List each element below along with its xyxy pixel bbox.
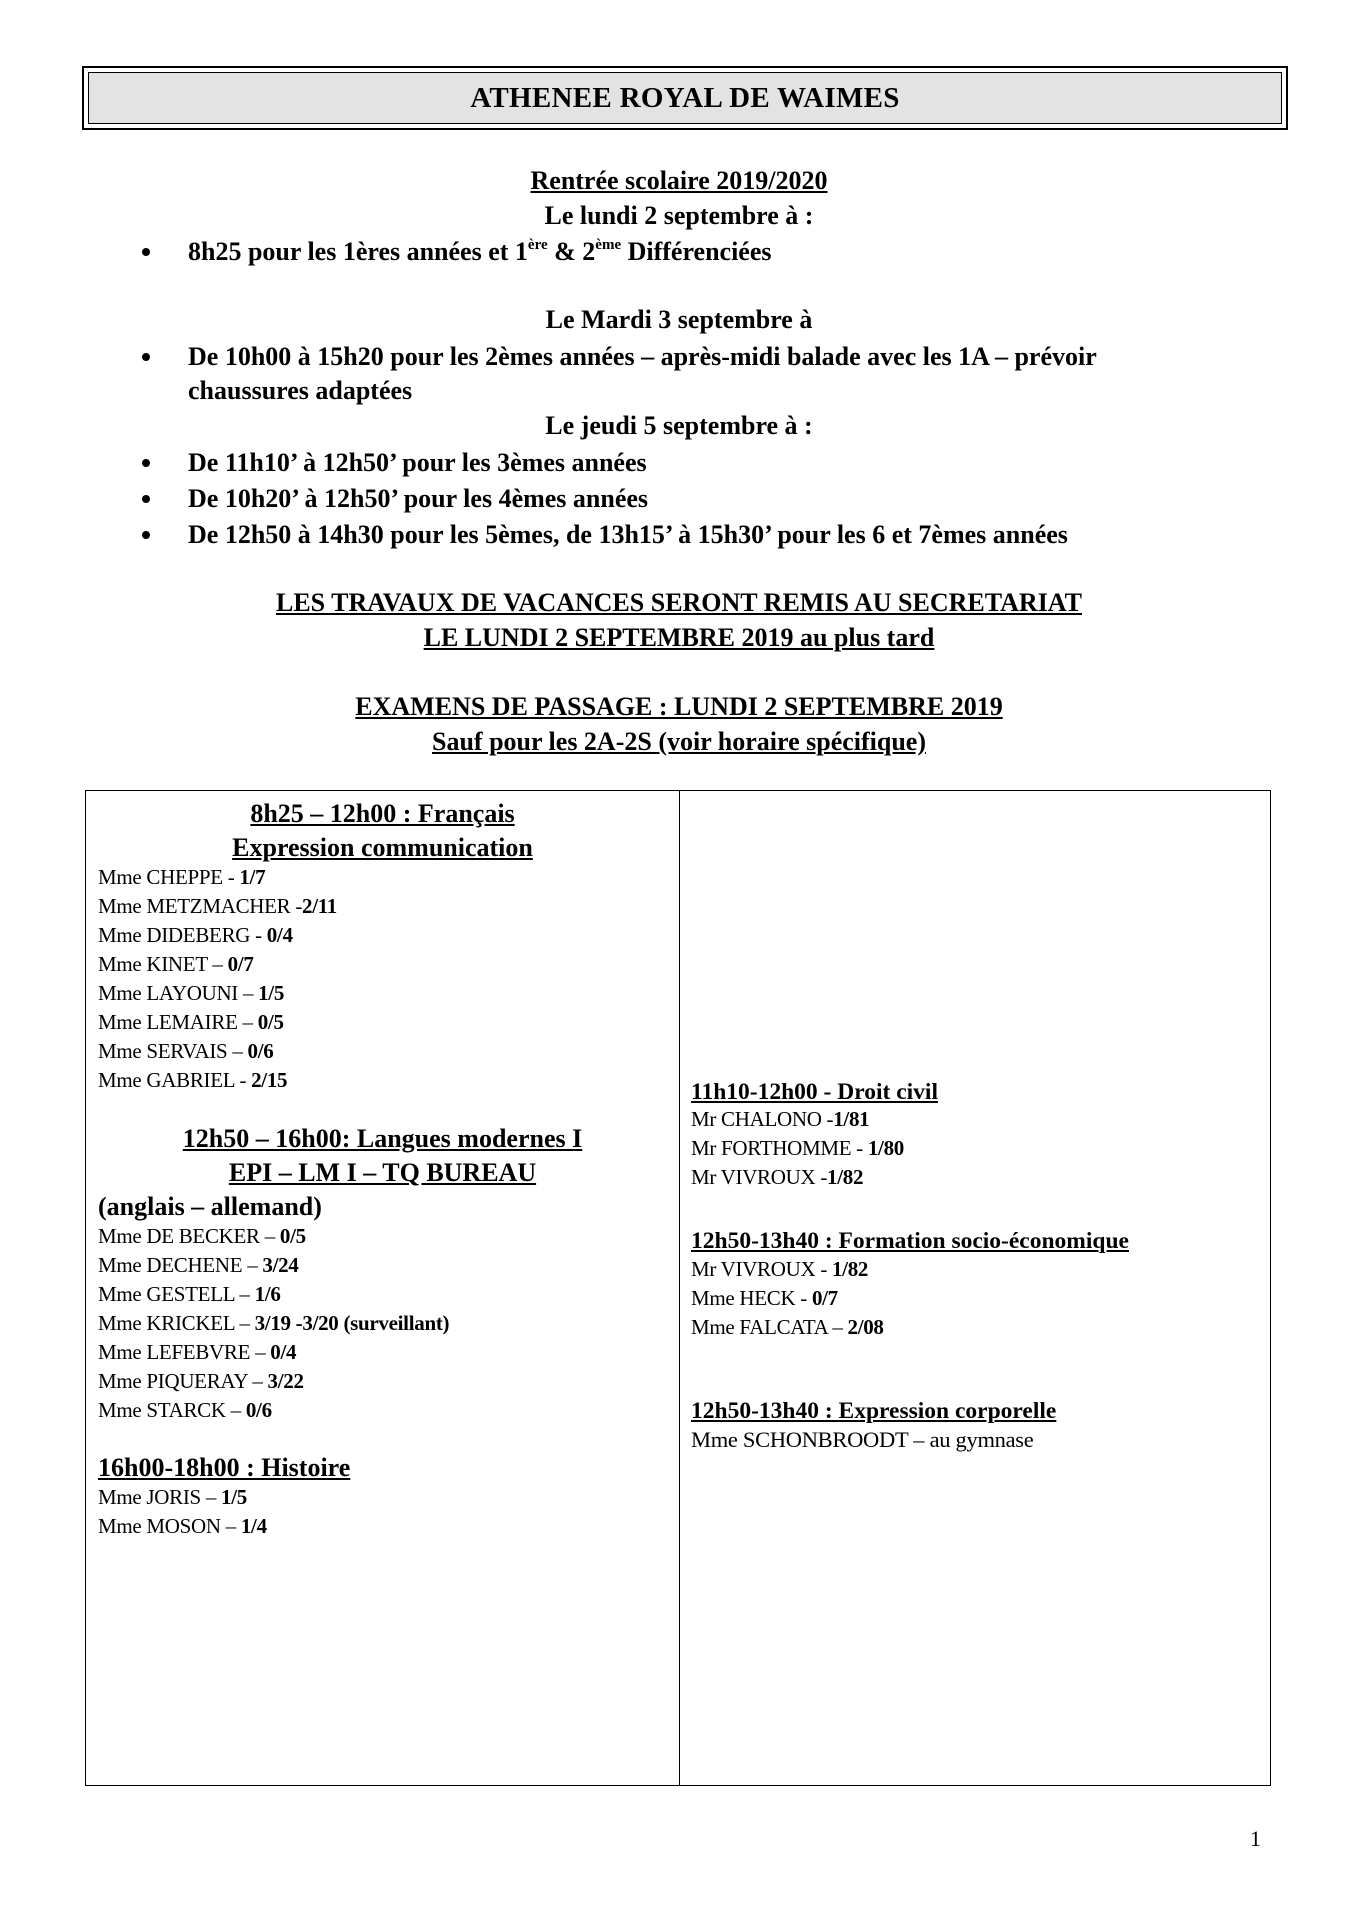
francais-subheading: Expression communication	[232, 833, 533, 862]
list-item: Mr CHALONO -1/81	[691, 1107, 870, 1131]
thursday-bullet-text: De 12h50 à 14h30 pour les 5èmes, de 13h15’ à 15h30’ pour les 6 et 7èmes années	[188, 520, 1068, 549]
rentree-heading: Rentrée scolaire 2019/2020	[530, 166, 828, 195]
bullet-icon	[142, 459, 150, 467]
title-box-inner	[88, 72, 1282, 124]
bullet-icon	[142, 495, 150, 503]
langues-subheading: EPI – LM I – TQ BUREAU	[228, 1158, 537, 1187]
francais-heading: 8h25 – 12h00 : Français	[250, 799, 515, 828]
list-item: Mme FALCATA – 2/08	[691, 1315, 884, 1339]
bullet-icon	[142, 531, 150, 539]
list-item: Mme SCHONBROODT – au gymnase	[691, 1427, 1034, 1452]
list-item: Mme METZMACHER -2/11	[98, 894, 338, 918]
list-item: Mme CHEPPE - 1/7	[98, 865, 266, 889]
list-item: Mme JORIS – 1/5	[98, 1485, 247, 1509]
list-item: Mr VIVROUX - 1/82	[691, 1257, 869, 1281]
list-item: Mme SERVAIS – 0/6	[98, 1039, 274, 1063]
list-item: Mme LEMAIRE – 0/5	[98, 1010, 284, 1034]
exam-schedule-table	[85, 790, 1271, 1786]
list-item: Mme DIDEBERG - 0/4	[98, 923, 293, 947]
list-item: Mme KINET – 0/7	[98, 952, 254, 976]
monday-bullet-sup2: ème	[595, 237, 622, 253]
list-item: Mme LEFEBVRE – 0/4	[98, 1340, 297, 1364]
tuesday-bullet-line2: chaussures adaptées	[188, 376, 413, 405]
list-item: Mme PIQUERAY – 3/22	[98, 1369, 304, 1393]
thursday-bullet-text: De 11h10’ à 12h50’ pour les 3èmes années	[188, 448, 647, 477]
school-title: ATHENEE ROYAL DE WAIMES	[470, 81, 900, 114]
langues-languages: (anglais – allemand)	[98, 1192, 322, 1221]
travaux-line1: LES TRAVAUX DE VACANCES SERONT REMIS AU SECRETARIAT	[276, 588, 1082, 617]
column-divider	[679, 791, 680, 1785]
examens-line1: EXAMENS DE PASSAGE : LUNDI 2 SEPTEMBRE 2019	[355, 692, 1003, 721]
tuesday-intro: Le Mardi 3 septembre à	[545, 305, 813, 334]
list-item: Mme MOSON – 1/4	[98, 1514, 267, 1538]
monday-bullet-part-b: & 2	[547, 237, 596, 266]
langues-heading: 12h50 – 16h00: Langues modernes I	[182, 1124, 583, 1153]
list-item: Mme DECHENE – 3/24	[98, 1253, 299, 1277]
monday-bullet-text	[188, 235, 772, 269]
histoire-heading: 16h00-18h00 : Histoire	[98, 1453, 351, 1482]
list-item: Mme KRICKEL – 3/19 -3/20 (surveillant)	[98, 1311, 450, 1335]
page-number: 1	[1250, 1826, 1261, 1851]
title-box	[82, 66, 1288, 130]
list-item: Mme DE BECKER – 0/5	[98, 1224, 306, 1248]
corporelle-heading: 12h50-13h40 : Expression corporelle	[691, 1398, 1057, 1424]
monday-intro: Le lundi 2 septembre à :	[544, 201, 814, 230]
list-item: Mr FORTHOMME - 1/80	[691, 1136, 904, 1160]
list-item: Mme LAYOUNI – 1/5	[98, 981, 285, 1005]
thursday-intro: Le jeudi 5 septembre à :	[545, 411, 813, 440]
bullet-icon	[142, 248, 150, 256]
list-item: Mme STARCK – 0/6	[98, 1398, 272, 1422]
bullet-icon	[142, 353, 150, 361]
examens-line2: Sauf pour les 2A-2S (voir horaire spécifique)	[431, 727, 926, 756]
thursday-bullet-text: De 10h20’ à 12h50’ pour les 4èmes années	[188, 484, 649, 513]
monday-bullet-sup1: ère	[527, 237, 548, 253]
droit-heading: 11h10-12h00 - Droit civil	[691, 1079, 938, 1105]
monday-bullet-part-c: Différenciées	[621, 237, 772, 266]
list-item: Mr VIVROUX -1/82	[691, 1165, 864, 1189]
travaux-line2: LE LUNDI 2 SEPTEMBRE 2019 au plus tard	[423, 623, 935, 652]
monday-bullet-part-a: 8h25 pour les 1ères années et 1	[188, 237, 528, 266]
list-item: Mme GESTELL – 1/6	[98, 1282, 281, 1306]
list-item: Mme HECK - 0/7	[691, 1286, 838, 1310]
tuesday-bullet-line1: De 10h00 à 15h20 pour les 2èmes années – après-midi balade avec les 1A – prévoir	[188, 342, 1097, 371]
list-item: Mme GABRIEL - 2/15	[98, 1068, 288, 1092]
socio-heading: 12h50-13h40 : Formation socio-économique	[691, 1228, 1129, 1254]
